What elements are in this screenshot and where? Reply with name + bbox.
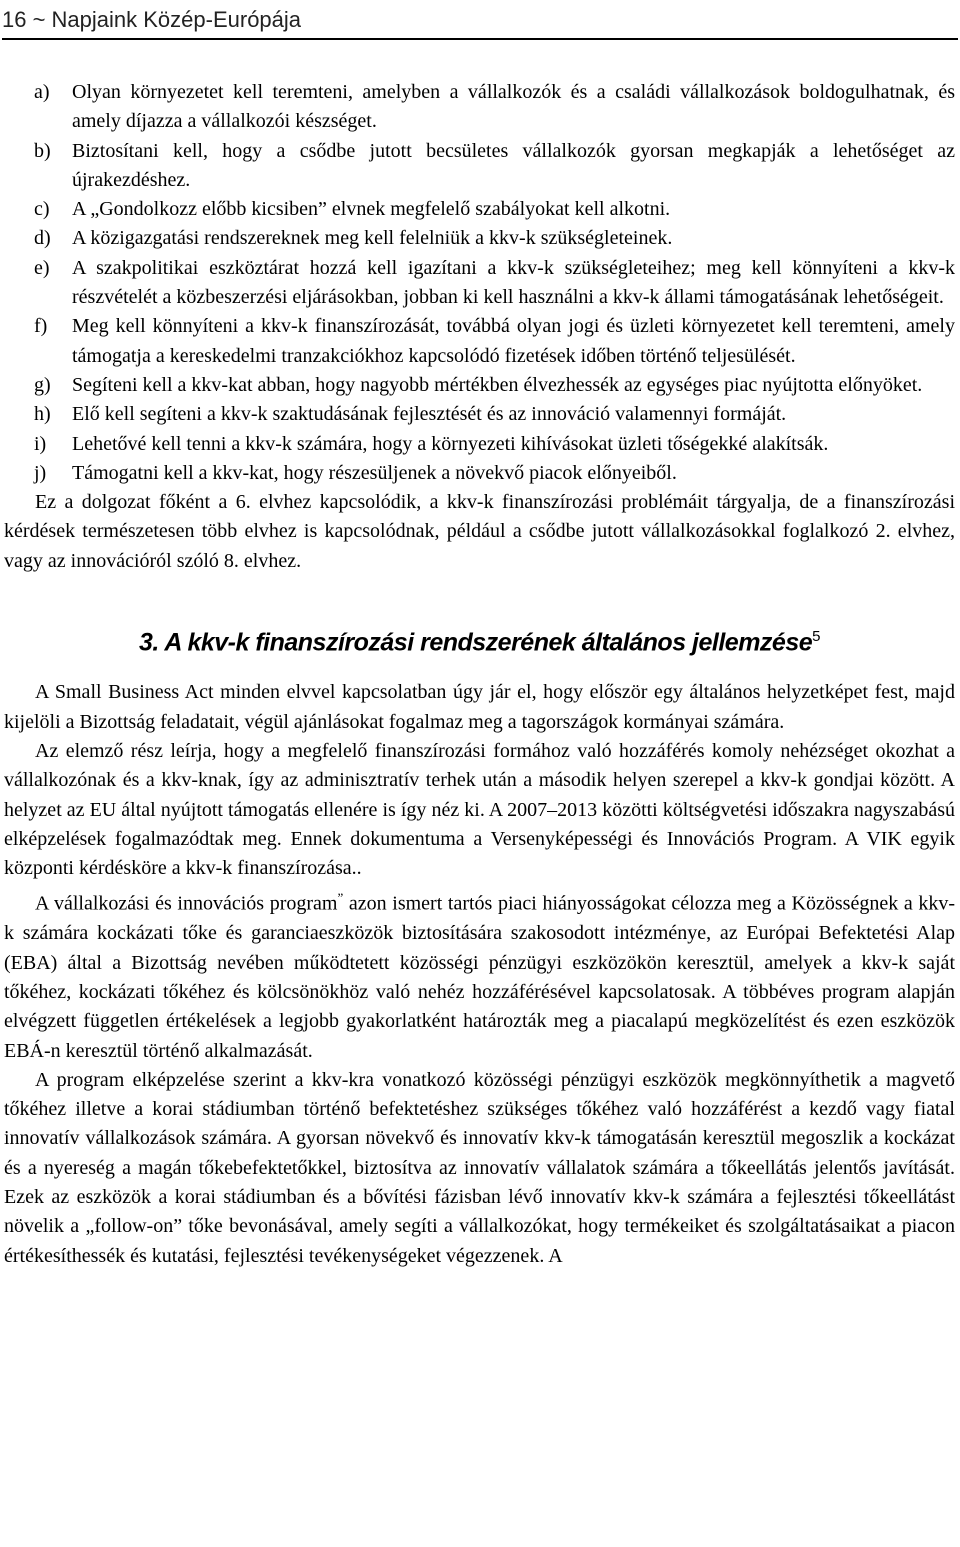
list-marker: h) <box>34 403 51 426</box>
list-marker: b) <box>34 139 51 162</box>
list-item-text: Biztosítani kell, hogy a csődbe jutott becsületes vállalkozók gyorsan megkapják a lehetőséget az újrakezdéshez. <box>72 139 955 191</box>
running-header <box>2 4 958 40</box>
footnote-marker: 5 <box>812 628 820 646</box>
paragraph-program <box>4 883 955 1065</box>
list-item <box>4 137 955 196</box>
list-item <box>4 400 955 429</box>
list-item <box>4 312 955 371</box>
list-item-text: Meg kell könnyíteni a kkv-k finanszírozását, továbbá olyan jogi és üzleti környezetet kell teremteni, amely támogatja a kereskedelmi tranzakciókhoz kapcsolódó fizetések időben történő teljesülését. <box>72 315 955 367</box>
list-marker: e) <box>34 256 50 279</box>
principles-list <box>4 78 955 488</box>
list-item <box>4 224 955 253</box>
paragraph-program-rest: azon ismert tartós piaci hiányosságokat célozza meg a Közösségnek a kkv-k számára kockázati tőke és garanciaeszközök biztosítására szakosodott intézménye, az Európai Befektetési Alap (EBA) által a Bizottság nevében működtetett közösségi pénzügyi eszközökön keresztül, amelyek a kkv-k saját tőkéhez, kockázati tőkéhez és kölcsönökhöz való nehéz hozzáférésével kapcsolatosak. A többéves program alapján elvégzett független értékelések a legjobb gyakorlatként határozták meg a piacalapú megközelítést és ezen eszközök EBÁ-n keresztül történő alkalmazását. <box>4 893 956 1062</box>
list-marker: a) <box>34 81 50 103</box>
closing-quote-mark: ” <box>337 890 344 906</box>
list-item <box>4 371 955 400</box>
list-marker: d) <box>34 227 51 250</box>
page-body <box>4 78 955 1271</box>
paragraph-program-start: A vállalkozási és innovációs program <box>35 893 338 916</box>
list-marker: j) <box>34 461 47 484</box>
list-marker: i) <box>34 432 47 455</box>
list-item-text: Támogatni kell a kkv-kat, hogy részesüljenek a növekvő piacok előnyeiből. <box>72 461 677 484</box>
list-item-text: Segíteni kell a kkv-kat abban, hogy nagyobb mértékben élvezhessék az egységes piac nyújtotta előnyöket. <box>72 373 923 396</box>
paragraph-financial-instruments: A program elképzelése szerint a kkv-kra vonatkozó közösségi pénzügyi eszközök megkönnyíthetik a magvető tőkéhez illetve a korai stádiumban történő befektetéshez szükséges tőkéhez való hozzáférést a kezdő vagy fiatal innovatív vállalkozások számára. A gyorsan növekvő és innovatív kkv-k támogatásán keresztül megoszlik a kockázat és a nyereség a magán tőkebefektetőkkel, biztosítva az innovatív vállalatok számára a tőkeellátás jelentős javítását. Ezek az eszközök a korai stádiumban és a bővítési fázisban lévő innovatív kkv-k számára a fejlesztési tőkeellátást növelik a „follow-on” tőke bevonásával, amely segíti a vállalkozókat, hogy termékeiket és szolgáltatásaikat a piacon értékesíthessék és kutatási, fejlesztési tevékenységeket végezzenek. A <box>4 1068 955 1267</box>
list-item-text: Elő kell segíteni a kkv-k szaktudásának fejlesztését és az innováció valamennyi formáját. <box>72 403 787 426</box>
running-title: 16 ~ Napjaink Közép-Európája <box>2 7 302 32</box>
list-item-text: A „Gondolkozz előbb kicsiben” elvnek megfelelő szabályokat kell alkotni. <box>72 198 671 221</box>
list-marker: c) <box>34 198 50 221</box>
list-item <box>4 78 955 137</box>
list-item <box>4 254 955 313</box>
list-item-text: Lehetővé kell tenni a kkv-k számára, hogy a környezeti kihívásokat üzleti tőségekké alakítsák. <box>72 432 829 455</box>
paragraph-principle-focus: Ez a dolgozat főként a 6. elvhez kapcsolódik, a kkv-k finanszírozási problémáit tárgyalja, de a finanszírozási kérdések természetesen több elvhez is kapcsolódnak, például a csődbe jutott vállalkozásokkal foglalkozó 2. elvhez, vagy az innovációról szóló 8. elvhez. <box>4 491 955 572</box>
list-marker: g) <box>34 373 51 396</box>
list-item-text: A közigazgatási rendszereknek meg kell felelniük a kkv-k szükségleteinek. <box>72 227 673 250</box>
paragraph-sba-overview: A Small Business Act minden elvvel kapcsolatban úgy jár el, hogy először egy általános helyzetképet fest, majd kijelöli a Bizottság feladatait, végül ajánlásokat fogalmaz meg a tagországok kormányai számára. <box>4 681 955 733</box>
list-item <box>4 459 955 488</box>
list-item <box>4 195 955 224</box>
list-item-text: Olyan környezetet kell teremteni, amelyben a vállalkozók és a családi vállalkozások boldogulhatnak, és amely díjazza a vállalkozói készséget. <box>72 81 955 133</box>
list-item <box>4 430 955 459</box>
paragraph-analysis: Az elemző rész leírja, hogy a megfelelő finanszírozási formához való hozzáférés komoly nehézséget okozhat a vállalkozónak és a kkv-knak, így az adminisztratív terhek után a második helyen szerepel a kkv-k gondjai között. A helyzet az EU által nyújtott támogatás ellenére is így néz ki. A 2007–2013 közötti költségvetési időszakra nagyszabású elképzelések fogalmazódtak meg. Ennek dokumentuma a Versenyképességi és Innovációs Program. A VIK egyik központi kérdésköre a kkv-k finanszírozása.. <box>4 739 955 880</box>
list-item-text: A szakpolitikai eszköztárat hozzá kell igazítani a kkv-k szükségleteihez; meg kell könnyíteni a kkv-k részvételét a közbeszerzési eljárásokban, jobban ki kell használni a kkv-k állami támogatásának lehetőségeit. <box>72 256 955 309</box>
list-marker: f) <box>34 315 48 338</box>
section-title-text: 3. A kkv-k finanszírozási rendszerének általános jellemzése <box>139 628 813 657</box>
section-heading <box>4 620 955 659</box>
